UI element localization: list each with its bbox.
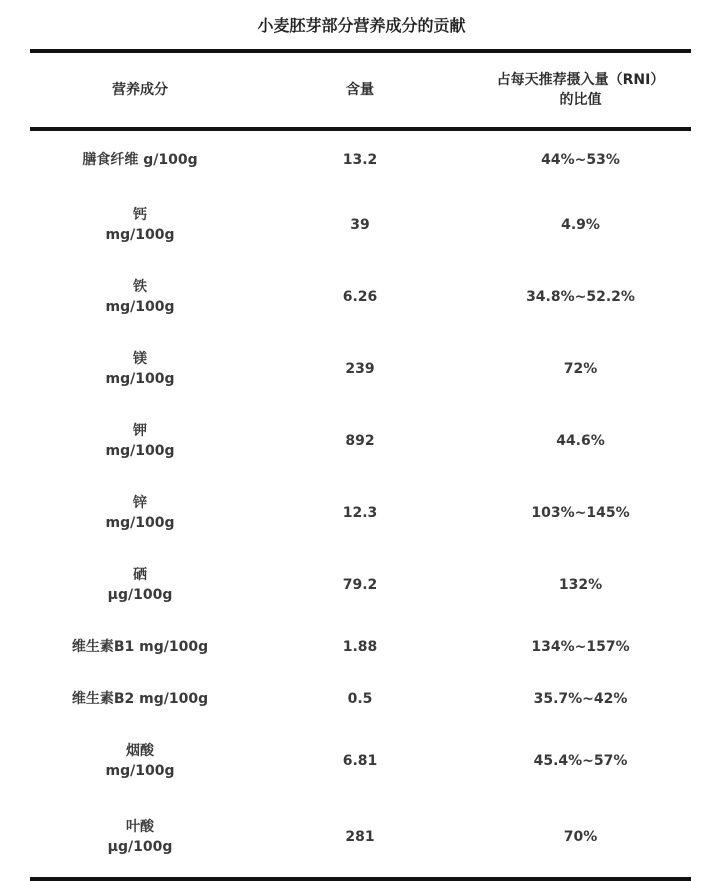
nutrient-name <box>30 205 250 245</box>
table-row <box>30 333 691 405</box>
table-row <box>30 621 691 673</box>
table-row <box>30 673 691 725</box>
nutrient-name <box>30 349 250 389</box>
header-rni <box>470 70 691 110</box>
nutrient-rni: 132% <box>558 577 603 593</box>
header-nutrient: 营养成分 <box>112 82 168 98</box>
nutrient-name: 维生素B1 mg/100g <box>71 639 209 655</box>
nutrient-name <box>30 817 250 857</box>
nutrient-unit: mg/100g <box>105 443 175 459</box>
nutrient-unit: mg/100g <box>105 763 175 779</box>
nutrient-unit: mg/100g <box>105 371 175 387</box>
nutrient-name: 膳食纤维 g/100g <box>82 152 198 168</box>
nutrient-name <box>30 493 250 533</box>
nutrient-rni: 4.9% <box>561 217 600 233</box>
nutrient-amount: 1.88 <box>342 639 378 655</box>
nutrient-name <box>30 421 250 461</box>
nutrient-unit: mg/100g <box>105 515 175 531</box>
nutrient-name: 维生素B2 mg/100g <box>71 691 209 707</box>
nutrient-amount: 39 <box>350 217 370 233</box>
nutrient-name-line1: 镁 <box>133 351 147 367</box>
nutrient-unit: μg/100g <box>107 587 173 603</box>
table-row <box>30 549 691 621</box>
nutrient-unit: mg/100g <box>105 227 175 243</box>
nutrient-amount: 0.5 <box>347 691 373 707</box>
table-row <box>30 477 691 549</box>
nutrient-name <box>30 565 250 605</box>
header-rni-line2: 的比值 <box>559 92 602 108</box>
table-title: 小麦胚芽部分营养成分的贡献 <box>257 16 466 35</box>
nutrient-amount: 6.26 <box>342 289 378 305</box>
nutrient-amount: 12.3 <box>342 505 378 521</box>
nutrient-name-line1: 烟酸 <box>126 743 154 759</box>
nutrient-rni: 44.6% <box>556 433 605 449</box>
nutrient-rni: 35.7%~42% <box>533 691 628 707</box>
nutrient-name-line1: 叶酸 <box>126 819 154 835</box>
table-row <box>30 797 691 877</box>
nutrient-amount: 239 <box>345 361 375 377</box>
table-row <box>30 131 691 189</box>
nutrient-amount: 13.2 <box>342 152 378 168</box>
nutrient-amount: 79.2 <box>342 577 378 593</box>
nutrient-rni: 70% <box>563 829 598 845</box>
table-header-row <box>30 53 691 127</box>
nutrient-rni: 44%~53% <box>541 152 620 168</box>
nutrient-amount: 281 <box>345 829 375 845</box>
nutrient-rni: 34.8%~52.2% <box>526 289 635 305</box>
nutrient-amount: 6.81 <box>342 753 378 769</box>
table-row <box>30 725 691 797</box>
nutrient-name-line1: 钙 <box>133 207 147 223</box>
nutrient-name-line1: 硒 <box>133 567 147 583</box>
nutrient-rni: 45.4%~57% <box>533 753 628 769</box>
table-row <box>30 405 691 477</box>
table-row <box>30 261 691 333</box>
header-amount: 含量 <box>346 82 374 98</box>
nutrition-table <box>30 49 691 881</box>
nutrient-name-line1: 锌 <box>133 495 147 511</box>
table-row <box>30 189 691 261</box>
nutrient-name-line1: 钾 <box>133 423 147 439</box>
nutrient-rni: 103%~145% <box>531 505 630 521</box>
nutrient-unit: mg/100g <box>105 299 175 315</box>
nutrient-name <box>30 277 250 317</box>
nutrient-name <box>30 741 250 781</box>
nutrient-rni: 72% <box>563 361 598 377</box>
nutrient-rni: 134%~157% <box>531 639 630 655</box>
nutrient-unit: μg/100g <box>107 839 173 855</box>
nutrient-amount: 892 <box>345 433 375 449</box>
header-rni-line1: 占每天推荐摄入量（RNI） <box>496 72 665 88</box>
nutrient-name-line1: 铁 <box>133 279 147 295</box>
table-bottom-rule <box>30 877 691 881</box>
